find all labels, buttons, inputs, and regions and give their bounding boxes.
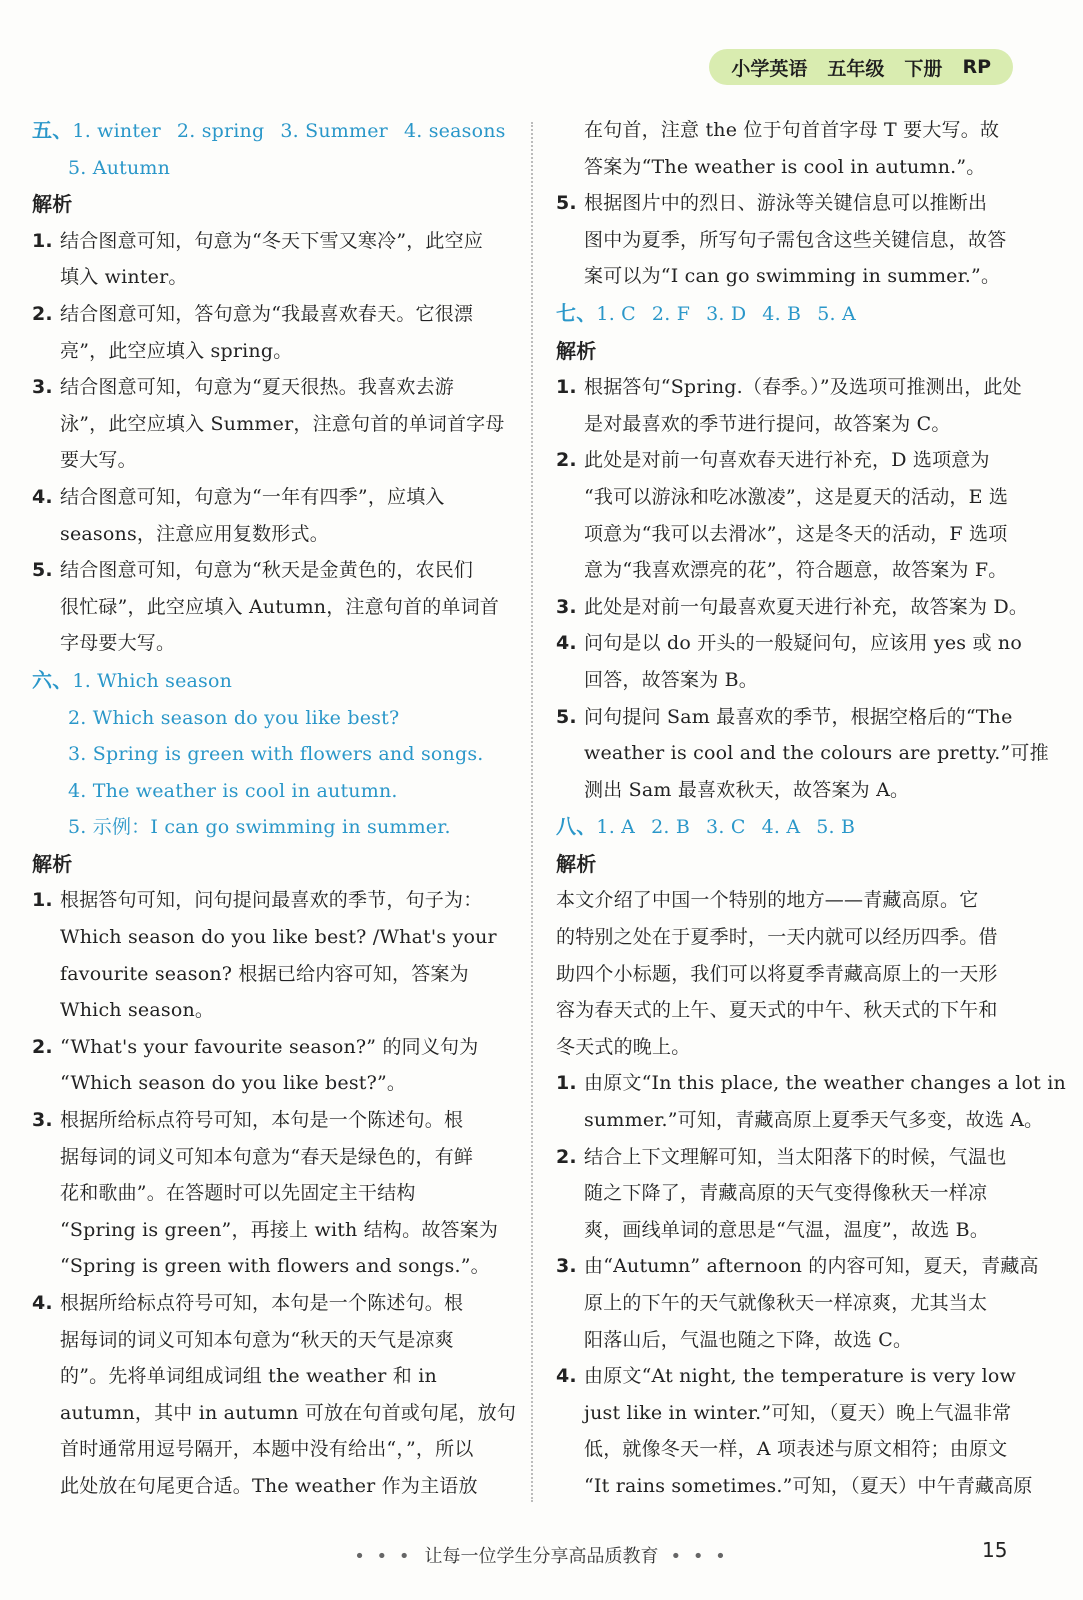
section-5-title: 五、 <box>32 118 73 142</box>
explanation-text: 首时通常用逗号隔开，本题中没有给出“，”，所以 <box>60 1438 474 1461</box>
explanation-item <box>32 223 512 260</box>
explanation-text: autumn，其中 in autumn 可放在句首或句尾，放句 <box>60 1401 517 1424</box>
explanation-text: 随之下降了，青藏高原的天气变得像秋天一样凉 <box>584 1182 988 1205</box>
answer: 3. C <box>706 816 746 839</box>
analysis-heading: 解析 <box>32 851 73 876</box>
explanation-text: “Spring is green with flowers and songs.”。 <box>60 1255 490 1278</box>
item-number: 5. <box>32 559 53 582</box>
footer-dots-left: • • • <box>354 1546 413 1567</box>
explanation-text: 泳”，此空应填入 Summer，注意句首的单词首字母 <box>60 412 505 435</box>
item-number: 2. <box>32 302 53 325</box>
explanation-item <box>556 1248 1039 1285</box>
footer <box>0 1542 1083 1568</box>
item-number: 5. <box>556 192 577 215</box>
explanation-text: 测出 Sam 最喜欢秋天，故答案为 A。 <box>584 778 910 801</box>
answer: 2. B <box>651 816 691 839</box>
explanation-text: 在句首，注意 the 位于句首首字母 T 要大写。故 <box>584 119 1000 141</box>
explanation-text: 项意为“我可以去滑冰”，这是冬天的活动，F 选项 <box>584 522 1008 545</box>
explanation-text: 此处是对前一句最喜欢夏天进行补充，故答案为 D。 <box>584 595 1029 618</box>
header-grade: 五年级 <box>827 57 885 80</box>
header-subject: 小学英语 <box>731 57 808 80</box>
answer: 4. seasons <box>403 120 506 142</box>
explanation-text: 结合上下文理解可知，当太阳落下的时候，气温也 <box>584 1145 1007 1168</box>
analysis-heading: 解析 <box>556 851 597 876</box>
answer: 1. Which season <box>72 669 233 692</box>
answer: 4. B <box>762 302 802 325</box>
explanation-item <box>32 1285 512 1322</box>
section-8-answers <box>556 808 1036 846</box>
answer: 1. A <box>596 816 636 839</box>
item-number: 4. <box>32 485 53 508</box>
explanation-text: Which season do you like best? /What's your <box>60 926 497 949</box>
item-number: 4. <box>556 632 577 655</box>
explanation-text: 原上的下午的天气就像秋天一样凉爽，尤其当太 <box>584 1292 988 1314</box>
explanation-text: 字母要大写。 <box>60 632 176 655</box>
explanation-text: “我可以游泳和吃冰激凌”，这是夏天的活动，E 选 <box>584 485 1009 508</box>
explanation-text: “Which season do you like best?”。 <box>60 1072 407 1095</box>
explanation-text: 由“Autumn” afternoon 的内容可知，夏天，青藏高 <box>584 1255 1039 1278</box>
answer: 5. 示例：I can go swimming in summer. <box>68 816 451 839</box>
analysis-heading: 解析 <box>556 338 597 363</box>
answer: 3. Spring is green with flowers and songs. <box>68 743 484 766</box>
explanation-item <box>32 296 512 333</box>
explanation-text: 根据所给标点符号可知，本句是一个陈述句。根 <box>60 1292 464 1314</box>
item-number: 3. <box>32 376 53 399</box>
explanation-text: 结合图意可知，句意为“冬天下雪又寒冷”，此空应 <box>60 229 484 252</box>
explanation-text: 由原文“In this place, the weather changes a lot in <box>584 1072 1066 1095</box>
answer: 5. A <box>817 302 856 325</box>
answer: 5. Autumn <box>68 156 171 179</box>
explanation-item <box>556 625 1036 662</box>
explanation-text: 低，就像冬天一样，A 项表述与原文相符；由原文 <box>584 1438 1008 1461</box>
section-7-title: 七、 <box>556 300 597 325</box>
explanation-text: 结合图意可知，句意为“夏天很热。我喜欢去游 <box>60 376 454 399</box>
explanation-text: 爽，画线单词的意思是“气温，温度”，故选 B。 <box>584 1218 990 1241</box>
explanation-text: just like in winter.”可知，（夏天）晚上气温非常 <box>584 1401 1012 1424</box>
column-divider <box>531 122 533 1502</box>
item-number: 5. <box>556 705 577 728</box>
explanation-item <box>556 185 1036 222</box>
explanation-text: 要大写。 <box>60 449 137 472</box>
item-number: 3. <box>556 595 577 618</box>
explanation-text: 由原文“At night, the temperature is very low <box>584 1365 1016 1388</box>
explanation-item <box>32 369 512 406</box>
explanation-text: 结合图意可知，句意为“一年有四季”，应填入 <box>60 485 445 508</box>
item-number: 4. <box>32 1292 53 1314</box>
explanation-item <box>556 1139 1036 1176</box>
explanation-item <box>556 369 1036 406</box>
answer: 1. C <box>596 302 636 325</box>
passage-summary: 的特别之处在于夏季时，一天内就可以经历四季。借 <box>556 926 998 949</box>
answer: 5. B <box>816 816 856 839</box>
item-number: 3. <box>556 1255 577 1278</box>
section-6-answer <box>32 662 512 700</box>
item-number: 1. <box>32 229 53 252</box>
explanation-item <box>32 1102 512 1139</box>
explanation-text: 结合图意可知，句意为“秋天是金黄色的，农民们 <box>60 559 474 582</box>
explanation-text: 的”。先将单词组成词组 the weather 和 in <box>60 1365 437 1388</box>
footer-slogan: 让每一位学生分享高品质教育 <box>424 1546 659 1567</box>
section-8-title: 八、 <box>556 814 597 839</box>
explanation-text: 亮”，此空应填入 spring。 <box>60 339 293 362</box>
explanation-text: 根据答句可知，问句提问最喜欢的季节，句子为： <box>60 889 483 912</box>
explanation-text: 问句提问 Sam 最喜欢的季节，根据空格后的“The <box>584 705 1013 728</box>
explanation-item <box>556 699 1036 736</box>
section-6-title: 六、 <box>32 667 73 692</box>
answer: 2. Which season do you like best? <box>68 706 400 729</box>
item-number: 4. <box>556 1365 577 1388</box>
answer: 2. F <box>651 302 691 325</box>
answer: 3. D <box>706 302 747 325</box>
analysis-heading: 解析 <box>32 192 73 217</box>
explanation-item <box>32 479 512 516</box>
explanation-item <box>556 589 1036 626</box>
explanation-text: 结合图意可知，答句意为“我最喜欢春天。它很漂 <box>60 302 474 325</box>
item-number: 2. <box>32 1035 53 1058</box>
left-column <box>32 112 517 1505</box>
explanation-text: 此处放在句尾更合适。The weather 作为主语放 <box>60 1474 478 1497</box>
passage-summary: 容为春天式的上午、夏天式的中午、秋天式的下午和 <box>556 999 998 1022</box>
header-volume: 下册 <box>904 57 943 80</box>
explanation-text: weather is cool and the colours are pretty.”可推 <box>584 742 1049 765</box>
explanation-text: 案可以为“I can go swimming in summer.”。 <box>584 265 1001 288</box>
explanation-text: 意为“我喜欢漂亮的花”，符合题意，故答案为 F。 <box>584 559 1008 582</box>
footer-dots-right: • • • <box>670 1546 729 1567</box>
explanation-text: summer.”可知，青藏高原上夏季天气多变，故选 A。 <box>584 1109 1044 1132</box>
explanation-item <box>32 1029 512 1066</box>
explanation-text: 填入 winter。 <box>60 266 188 289</box>
section-5-answers <box>32 112 512 150</box>
section-7-answers <box>556 295 1036 333</box>
explanation-text: Which season。 <box>60 999 215 1022</box>
passage-summary: 助四个小标题，我们可以将夏季青藏高原上的一天形 <box>556 962 998 985</box>
explanation-text: 答案为“The weather is cool in autumn.”。 <box>584 155 986 178</box>
explanation-text: 根据图片中的烈日、游泳等关键信息可以推断出 <box>584 192 988 215</box>
item-number: 2. <box>556 449 577 472</box>
answer: 4. A <box>761 816 801 839</box>
item-number: 1. <box>32 889 53 912</box>
explanation-text: 图中为夏季，所写句子需包含这些关键信息，故答 <box>584 228 1007 251</box>
explanation-text: 是对最喜欢的季节进行提问，故答案为 C。 <box>584 412 951 435</box>
explanation-text: “It rains sometimes.”可知，（夏天）中午青藏高原 <box>584 1474 1033 1497</box>
section-5-answers-cont <box>32 150 512 187</box>
explanation-item <box>556 1065 1066 1102</box>
explanation-text: 很忙碌”，此空应填入 Autumn，注意句首的单词首 <box>60 595 500 618</box>
answer: 3. Summer <box>280 120 388 142</box>
page-number: 15 <box>982 1538 1008 1562</box>
item-number: 1. <box>556 1072 577 1095</box>
explanation-text: seasons，注意应用复数形式。 <box>60 522 329 545</box>
explanation-text: 阳落山后，气温也随之下降，故选 C。 <box>584 1328 913 1351</box>
item-number: 1. <box>556 376 577 399</box>
passage-summary: 冬天式的晚上。 <box>556 1035 691 1058</box>
answer: 4. The weather is cool in autumn. <box>68 779 398 802</box>
answer: 1. winter <box>72 120 161 142</box>
explanation-text: 据每词的词义可知本句意为“秋天的天气是凉爽 <box>60 1328 454 1351</box>
explanation-item <box>32 882 512 919</box>
passage-summary: 本文介绍了中国一个特别的地方——青藏高原。它 <box>556 889 979 912</box>
explanation-text: 据每词的词义可知本句意为“春天是绿色的，有鲜 <box>60 1145 474 1168</box>
explanation-text: 回答，故答案为 B。 <box>584 668 759 691</box>
right-column <box>556 112 1066 1505</box>
explanation-text: 根据答句“Spring.（春季。）”及选项可推测出，此处 <box>584 376 1022 399</box>
explanation-item <box>32 552 512 589</box>
explanation-text: 根据所给标点符号可知，本句是一个陈述句。根 <box>60 1109 464 1132</box>
explanation-text: 问句是以 do 开头的一般疑问句，应该用 yes 或 no <box>584 632 1023 655</box>
item-number: 2. <box>556 1145 577 1168</box>
item-number: 3. <box>32 1109 53 1132</box>
explanation-text: 花和歌曲”。在答题时可以先固定主干结构 <box>60 1182 416 1205</box>
explanation-text: “What's your favourite season?” 的同义句为 <box>60 1035 479 1058</box>
explanation-item <box>556 1358 1036 1395</box>
explanation-text: “Spring is green”，再接上 with 结构。故答案为 <box>60 1218 499 1241</box>
explanation-text: 此处是对前一句喜欢春天进行补充，D 选项意为 <box>584 449 990 472</box>
explanation-item <box>556 442 1036 479</box>
explanation-text: favourite season? 根据已给内容可知，答案为 <box>60 962 469 985</box>
header-edition: RP <box>962 56 991 78</box>
header-tag <box>709 49 1013 85</box>
answer: 2. spring <box>176 120 265 142</box>
